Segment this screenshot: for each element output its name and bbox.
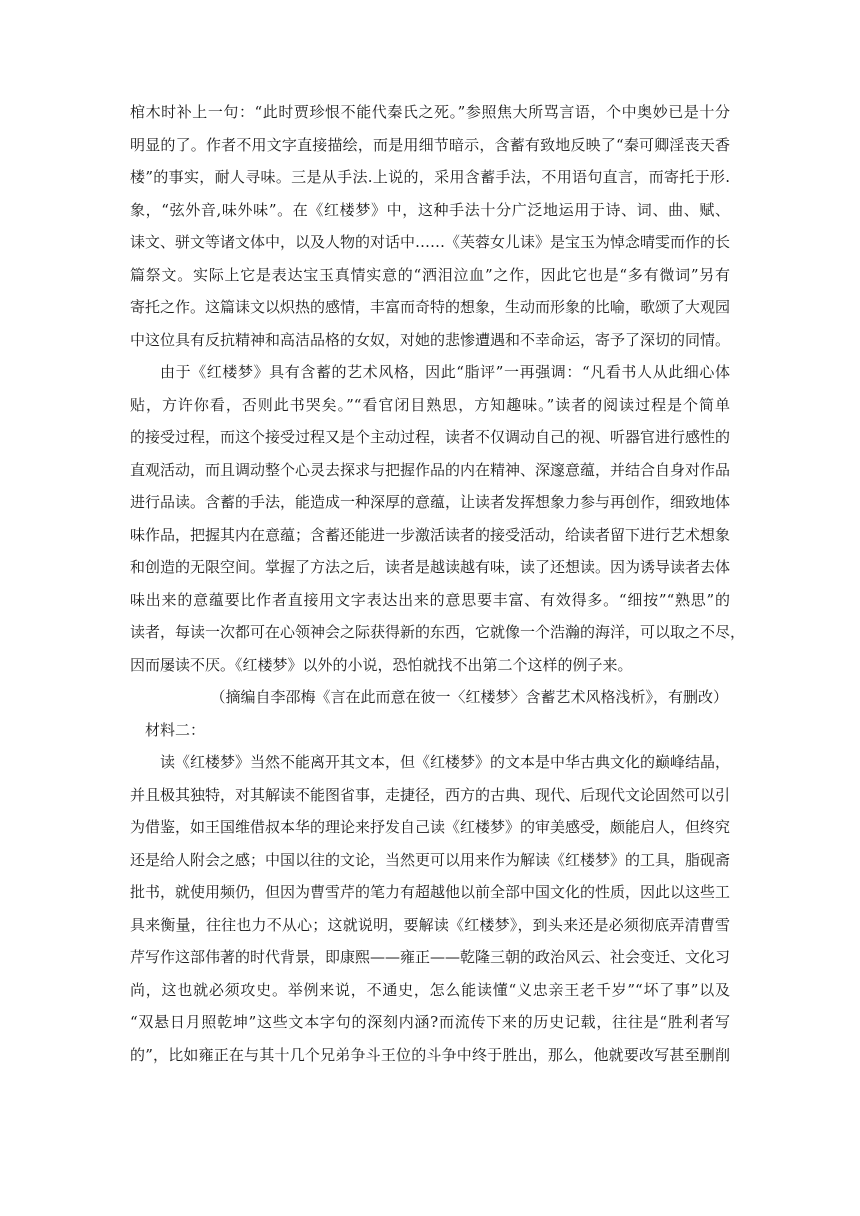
text-line: 楼”的事实，耐人寻味。三是从手法.上说的，采用含蓄手法，不用语句直言，而寄托于形.: [130, 168, 730, 186]
text-line: 寄托之作。这篇诔文以炽热的感情，丰富而奇特的想象，生动而形象的比喻，歌颂了大观园: [130, 298, 731, 316]
text-line: 并且极其独特，对其解读不能图省事，走捷径，西方的古典、现代、后现代文论固然可以引: [130, 785, 731, 804]
text-line: 进行品读。含蓄的手法，能造成一种深厚的意蕴，让读者发挥想象力参与再创作，细致地体: [130, 493, 731, 511]
text-line: 和创造的无限空间。掌握了方法之后，读者是越读越有味，读了还想读。因为诱导读者去体: [130, 558, 731, 576]
text-line: 批书，就使用频仍，但因为曹雪芹的笔力有超越他以前全部中国文化的性质，因此以这些工: [130, 883, 731, 901]
text-line: 具来衡量，往往也力不从心；这就说明，要解读《红楼梦》，到头来还是必须彻底弄清曹雪: [130, 915, 730, 934]
text-line: 贴，方许你看，否则此书哭矣。”“看官闭目熟思，方知趣味。”读者的阅读过程是个简单: [130, 395, 730, 414]
text-line: 中这位具有反抗精神和高洁品格的女奴，对她的悲惨遭遇和不幸命运，寄予了深切的同情。: [130, 330, 731, 349]
document-body: [130, 96, 746, 1071]
text-line: 篇祭文。实际上它是表达宝玉真情实意的“洒泪泣血”之作，因此它也是“多有微词”另有: [130, 265, 730, 284]
text-line: 味作品，把握其内在意蕴；含蓄还能进一步激活读者的接受活动，给读者留下进行艺术想象: [130, 525, 731, 544]
text-line: “双悬日月照乾坤”这些文本字句的深刻内涵?而流传下来的历史记载，往往是“胜利者写: [130, 1013, 730, 1031]
paragraph-2: [130, 356, 746, 681]
text-line: 诔文、骈文等诸文体中，以及人物的对话中……《芙蓉女儿诔》是宝玉为悼念晴雯而作的长: [130, 233, 731, 251]
text-line: 由于《红楼梦》具有含蓄的艺术风格，因此“脂评”一再强调：“凡看书人从此细心体: [160, 363, 730, 381]
source-citation: （摘编自李邵梅《言在此而意在彼一〈红楼梦〉含蓄艺术风格浅析》，有删改）: [210, 688, 728, 706]
text-line: 直观活动，而且调动整个心灵去探求与把握作品的内在精神、深邃意蕴，并结合自身对作品: [130, 460, 731, 479]
text-line: 读《红楼梦》当然不能离开其文本，但《红楼梦》的文本是中华古典文化的巅峰结晶，: [160, 753, 731, 771]
text-line: 芹写作这部伟著的时代背景，即康熙——雍正——乾隆三朝的政治风云、社会变迁、文化习: [130, 948, 731, 966]
text-line: 味出来的意蕴要比作者直接用文字表达出来的意思要丰富、有效得多。“细按”“熟思”的: [130, 590, 730, 609]
text-line: 尚，这也就必须攻史。举例来说，不通史，怎么能读懂“义忠亲王老千岁”“坏了事”以及: [130, 980, 730, 999]
material-label: 材料二：: [145, 720, 206, 739]
text-line: 的”，比如雍正在与其十几个兄弟争斗王位的斗争中终于胜出，那么，他就要改写甚至删削: [130, 1045, 730, 1064]
paragraph-3: [130, 746, 730, 1071]
text-line: 为借鉴，如王国维借叔本华的理论来抒发自己读《红楼梦》的审美感受，颇能启人，但终究: [130, 818, 731, 836]
text-line: 明显的了。作者不用文字直接描绘，而是用细节暗示，含蓄有致地反映了“秦可卿淫丧天香: [130, 135, 730, 154]
text-line: 还是给人附会之感；中国以往的文论，当然更可以用来作为解读《红楼梦》的工具，脂砚斋: [130, 850, 731, 869]
text-line: 读者，每读一次都可在心领神会之际获得新的东西，它就像一个浩瀚的海洋，可以取之不尽，: [130, 623, 746, 641]
text-line: 因而屡读不厌。《红楼梦》以外的小说，恐怕就找不出第二个这样的例子来。: [130, 655, 633, 674]
text-line: 棺木时补上一句：“此时贾珍恨不能代秦氏之死。”参照焦大所骂言语，个中奥妙已是十分: [130, 103, 730, 121]
paragraph-1: [130, 96, 730, 356]
text-line: 的接受过程，而这个接受过程又是个主动过程，读者不仅调动自己的视、听器官进行感性的: [130, 428, 731, 446]
text-line: 象，“弦外音,味外味”。在《红楼梦》中，这种手法十分广泛地运用于诗、词、曲、赋、: [130, 200, 730, 219]
